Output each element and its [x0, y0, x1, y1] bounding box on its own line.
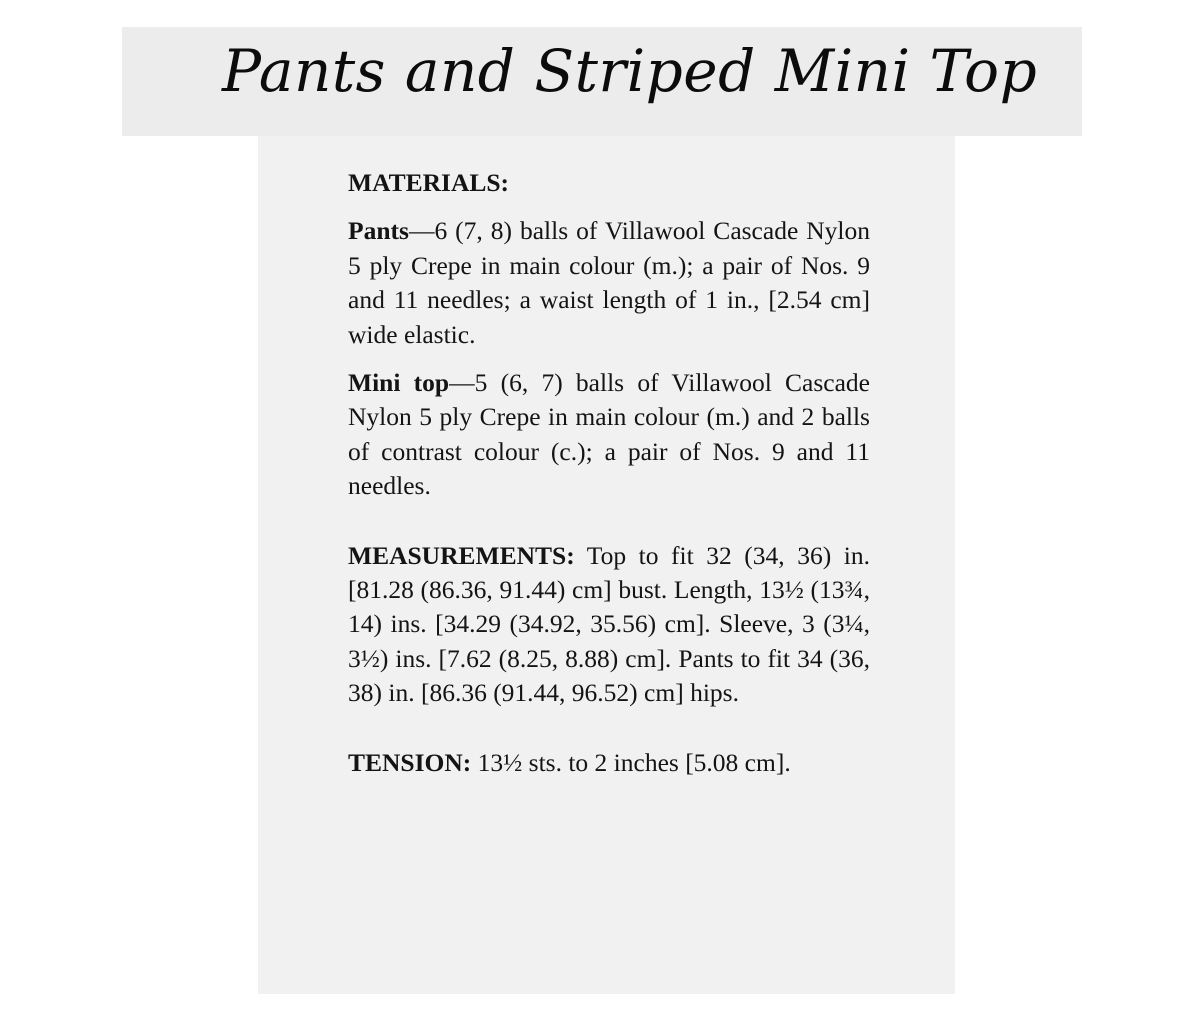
pants-label: Pants [348, 216, 409, 246]
page-title: Pants and Striped Mini Top [222, 37, 1038, 105]
pants-materials [348, 214, 870, 352]
materials-heading-text: MATERIALS: [348, 168, 510, 197]
pattern-text [348, 166, 870, 780]
mini-top-materials [348, 366, 870, 504]
measurements-paragraph [348, 539, 870, 711]
mini-top-label: Mini top [348, 368, 450, 398]
materials-heading [348, 166, 870, 200]
tension-label: TENSION: [348, 747, 472, 777]
tension-paragraph [348, 746, 870, 780]
measurements-label: MEASUREMENTS: [348, 540, 575, 570]
tension-text: 13½ sts. to 2 inches [5.08 cm]. [471, 747, 791, 777]
measurements-text: Top to fit 32 (34, 36) in. [81.28 (86.36, 91.44) cm] bust. Length, 13½ (13¾, 14) ins. [34.29 (34.92, 35.56) cm]. Sleeve, 3 (3¼, 3½) ins. [7.62 (8.25, 8.88) cm]. Pants to fit 34 (36, 38) in. [86.36 (91.44, 96.52) cm] hips. [348, 540, 870, 708]
mini-top-materials-text: —5 (6, 7) balls of Villawool Cascade Nylon 5 ply Crepe in main colour (m.) and 2 balls of contrast colour (c.); a pair of Nos. 9 and 11 needles. [348, 368, 871, 501]
pants-materials-text: —6 (7, 8) balls of Villawool Cascade Nylon 5 ply Crepe in main colour (m.); a pair of Nos. 9 and 11 needles; a waist length of 1 in., [2.54 cm] wide elastic. [348, 216, 870, 349]
